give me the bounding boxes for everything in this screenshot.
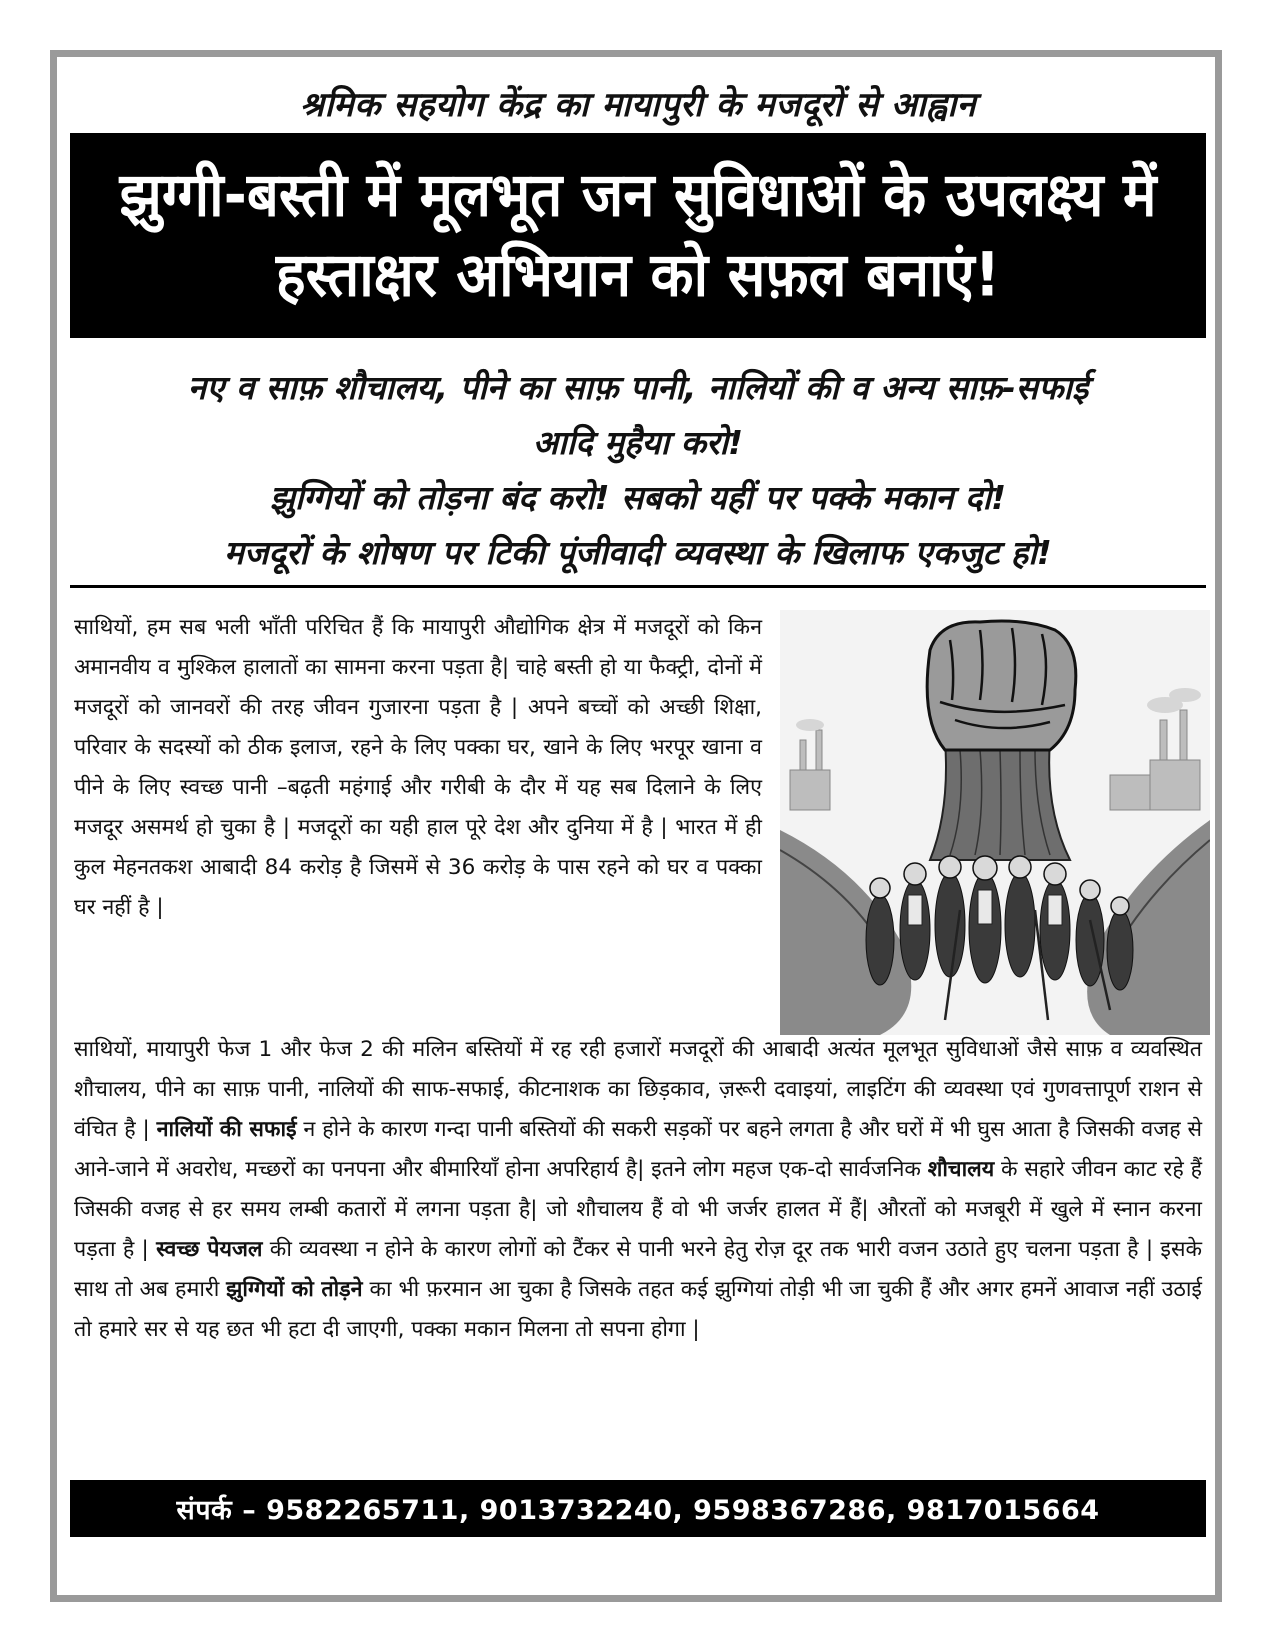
demand-line: मजदूरों के शोषण पर टिकी पूंजीवादी व्यवस्था के खिलाफ एकजुट हो! xyxy=(224,533,1052,572)
leaflet xyxy=(70,70,1206,1582)
emphasis-text: शौचालय xyxy=(927,1157,995,1182)
emphasis-text: स्वच्छ पेयजल xyxy=(156,1237,263,1262)
body-paragraph-1: साथियों, हम सब भली भाँती परिचित हैं कि मायापुरी औद्योगिक क्षेत्र में मजदूरों को किन अमानवीय व मुश्किल हालातों का सामना करना पड़ता है| चाहे बस्ती हो या फैक्ट्री, दोनों में मजदूरों को जानवरों की तरह जीवन गुजारना पड़ता है | अपने बच्चों को अच्छी शिक्षा, परिवार के सदस्यों को ठीक इलाज, रहने के लिए पक्का घर, खाने के लिए भरपूर खाना व पीने के लिए स्वच्छ पानी –बढ़ती महंगाई और गरीबी के दौर में यह सब दिलाने के लिए मजदूर असमर्थ हो चुका है | मजदूरों का यही हाल पूरे देश और दुनिया में है | भारत में ही कुल मेहनतकश आबादी 84 करोड़ है जिसमें से 36 करोड़ के पास रहने को घर व पक्का घर नहीं है | xyxy=(74,615,762,920)
demand-line: झुग्गियों को तोड़ना बंद करो! सबको यहीं पर पक्के मकान दो! xyxy=(269,478,1007,517)
headline-line-1: झुग्गी-बस्ती में मूलभूत जन सुविधाओं के उपलक्ष्य में xyxy=(119,159,1157,231)
headline-line-2: हस्ताक्षर अभियान को सफ़ल बनाएं! xyxy=(275,239,1001,311)
body-paragraph-2 xyxy=(74,1030,1202,1350)
contact-footer xyxy=(70,1480,1206,1537)
headline-banner xyxy=(70,133,1206,338)
demand-line: नए व साफ़ शौचालय, पीने का साफ़ पानी, नालियों की व अन्य साफ़-सफाई xyxy=(187,368,1089,407)
raised-fist-icon xyxy=(780,610,1210,1035)
leaflet-kicker: श्रमिक सहयोग केंद्र का मायापुरी के मजदूरों से आह्वान xyxy=(299,85,977,125)
body-text: की व्यवस्था न होने के कारण लोगों को टैंकर से पानी भरने हेतु रोज़ दूर तक भारी वजन उठाते हुए चलना पड़ता है | इसके साथ तो अब हमारी xyxy=(74,1237,1203,1302)
body-text: न होने के कारण गन्दा पानी बस्तियों की सकरी सड़कों पर बहने लगता है और घरों में भी घुस आता है जिसकी वजह से आने-जाने में अवरोध, मच्छरों का पनपना और बीमारियाँ होना अपरिहार्य है| इतने लोग महज एक-दो सार्वजनिक xyxy=(74,1117,1202,1182)
body-text: साथियों, मायापुरी फेज 1 और फेज 2 की मलिन बस्तियों में रह रही हजारों मजदूरों की आबादी अत्यंत मूलभूत सुविधाओं जैसे साफ़ व व्यवस्थित शौचालय, पीने का साफ़ पानी, नालियों की साफ-सफाई, कीटनाशक का छिड़काव, ज़रूरी दवाइयां, लाइटिंग की व्यवस्था एवं गुणवत्तापूर्ण राशन से वंचित है | xyxy=(74,1037,1202,1142)
demands-block xyxy=(70,360,1206,580)
emphasis-text: नालियों की सफाई xyxy=(156,1117,297,1142)
body-text: के सहारे जीवन काट रहे हैं जिसकी वजह से हर समय लम्बी कतारों में लगना पड़ता है| जो शौचालय हैं वो भी जर्जर हालत में हैं| औरतों को मजबूरी में खुले में स्नान करना पड़ता है | xyxy=(74,1157,1202,1262)
section-divider xyxy=(70,585,1206,588)
contact-numbers: संपर्क – 9582265711, 9013732240, 9598367286, 9817015664 xyxy=(176,1495,1100,1526)
emphasis-text: झुग्गियों को तोड़ने xyxy=(226,1277,363,1302)
demand-line: आदि मुहैया करो! xyxy=(532,423,744,462)
body-text: का भी फ़रमान आ चुका है जिसके तहत कई झुग्गियां तोड़ी भी जा चुकी हैं और अगर हमनें आवाज नहीं उठाई तो हमारे सर से यह छत भी हटा दी जाएगी, पक्का मकान मिलना तो सपना होगा | xyxy=(74,1277,1202,1342)
